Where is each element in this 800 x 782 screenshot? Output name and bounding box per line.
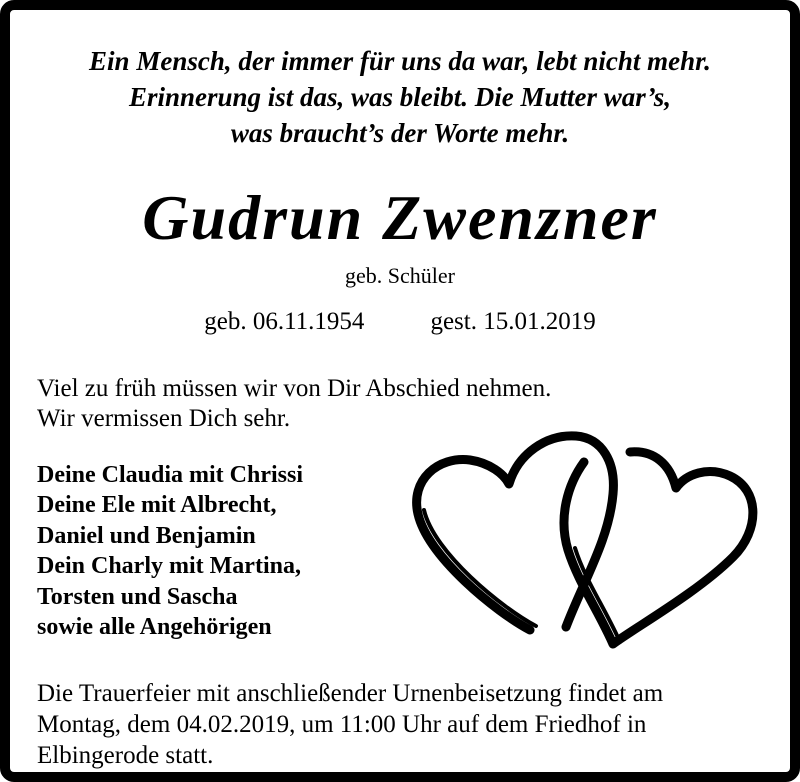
notice-line: Die Trauerfeier mit anschließender Urnenbeisetzung findet am: [37, 680, 664, 707]
mourner-line: Deine Ele mit Albrecht,: [37, 492, 277, 519]
mourner-line: Deine Claudia mit Chrissi: [37, 462, 304, 488]
mourner-line: Torsten und Sascha: [37, 583, 238, 610]
deceased-name: Gudrun Zwenzner: [142, 182, 658, 253]
notice-line: Montag, dem 04.02.2019, um 11:00 Uhr auf dem Friedhof in: [37, 711, 647, 738]
motto-line: Ein Mensch, der immer für uns da war, lebt nicht mehr.: [89, 46, 711, 76]
motto: [20, 43, 780, 151]
farewell-line: Wir vermissen Dich sehr.: [37, 405, 291, 432]
maiden-name: geb. Schüler: [345, 263, 455, 288]
mourner-line: Dein Charly mit Martina,: [37, 553, 301, 580]
life-dates: [20, 306, 780, 338]
mourner-line: Daniel und Benjamin: [37, 522, 256, 549]
death-date: gest. 15.01.2019: [430, 308, 596, 335]
motto-line: was braucht’s der Worte mehr.: [230, 118, 570, 148]
birth-date: geb. 06.11.1954: [204, 308, 365, 335]
mourners-list: [37, 460, 303, 642]
farewell-line: Viel zu früh müssen wir von Dir Abschied nehmen.: [37, 375, 552, 402]
two-hearts-icon: [408, 422, 764, 662]
right-heart-icon: [564, 452, 753, 644]
mourner-line: sowie alle Angehörigen: [37, 614, 272, 641]
motto-line: Erinnerung ist das, was bleibt. Die Mutter war’s,: [128, 82, 672, 112]
funeral-notice: [37, 678, 663, 771]
notice-line: Elbingerode statt.: [37, 742, 214, 769]
